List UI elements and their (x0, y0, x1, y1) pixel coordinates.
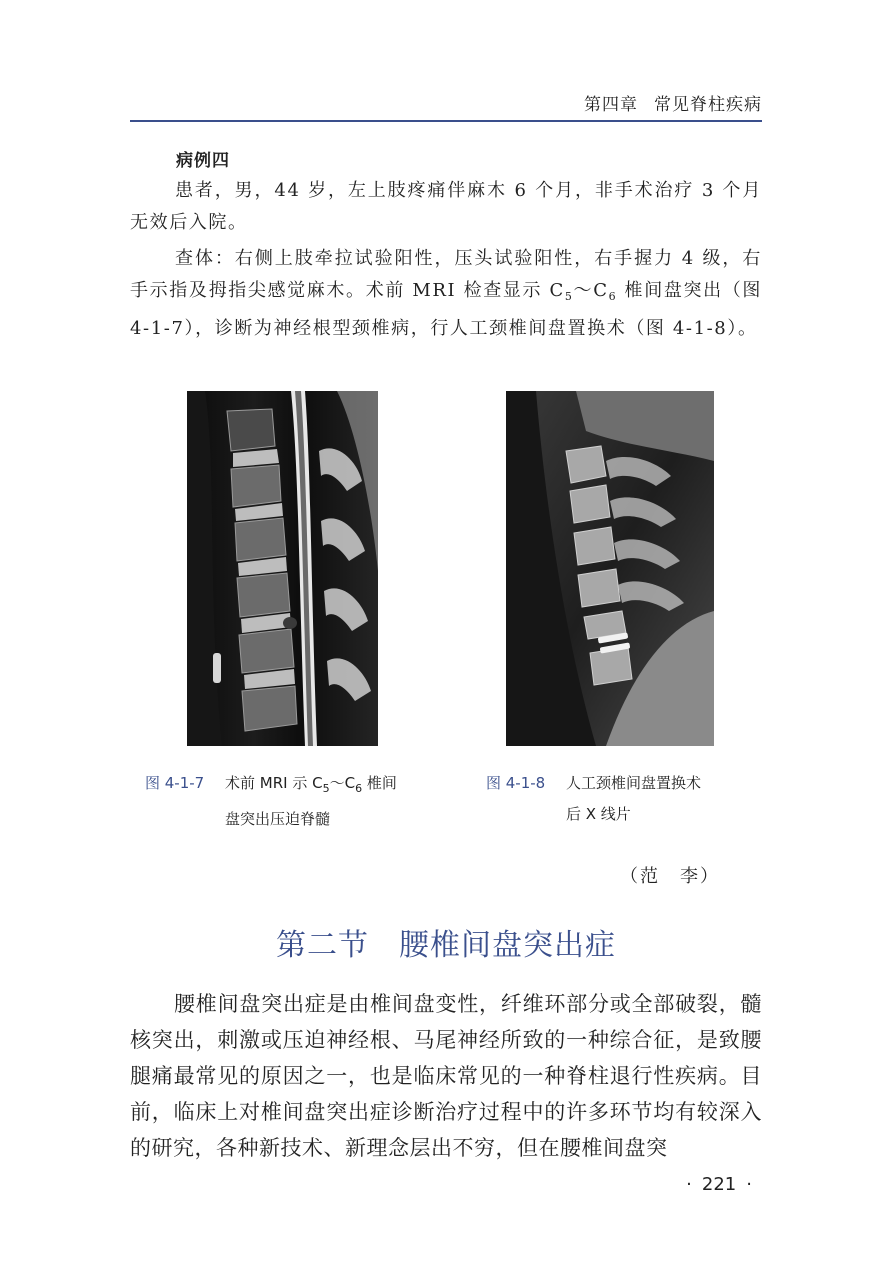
section-heading (130, 920, 762, 964)
chapter-number: 第四章 (584, 95, 638, 115)
caption-text-b: ～C (329, 774, 356, 792)
section-title: 腰椎间盘突出症 (399, 928, 616, 963)
xray-illustration (506, 391, 714, 746)
page-number-value: 221 (701, 1174, 737, 1195)
caption-line-2: 后 X 线片 (566, 805, 631, 823)
case-exam-paragraph (130, 243, 762, 345)
case-history-paragraph: 患者，男，44 岁，左上肢疼痛伴麻木 6 个月，非手术治疗 3 个月无效后入院。 (130, 180, 762, 233)
header-rule (130, 120, 762, 122)
caption-sub-1: 5 (322, 782, 330, 795)
mri-image (187, 391, 378, 746)
chapter-title: 常见脊柱疾病 (654, 95, 762, 115)
figure-number: 图 4-1-8 (486, 774, 546, 792)
caption-line-1: 人工颈椎间盘置换术 (566, 774, 702, 792)
exam-text-a: 查体：右侧上肢牵拉试验阳性，压头试验阳性，右手握力 4 级，右手示指及拇指尖感觉麻木。术前 MRI 检查显示 C (130, 248, 762, 301)
caption-sub-2: 6 (355, 782, 363, 795)
figure-number: 图 4-1-7 (145, 774, 205, 792)
section-number: 第二节 (276, 928, 369, 963)
caption-text-c: 椎间 (362, 774, 397, 792)
case-title: 病例四 (176, 151, 230, 171)
caption-text-a: 术前 MRI 示 C (225, 774, 323, 792)
running-header (130, 90, 762, 115)
exam-text-c: 椎间盘突出（图 4-1-7），诊断为神经根型颈椎病，行人工颈椎间盘置换术（图 4-1-8）。 (130, 280, 762, 339)
author-attribution: （范 李） (620, 866, 720, 887)
xray-image (506, 391, 714, 746)
figure-caption-4-1-7 (145, 768, 397, 835)
section-body-paragraph: 腰椎间盘突出症是由椎间盘变性，纤维环部分或全部破裂，髓核突出，刺激或压迫神经根、马尾神经所致的一种综合征，是致腰腿痛最常见的原因之一，也是临床常见的一种脊柱退行性疾病。目前，临床上对椎间盘突出症诊断治疗过程中的许多环节均有较深入的研究，各种新技术、新理念层出不穷，但在腰椎间盘突 (130, 992, 762, 1160)
figure-caption-4-1-8 (486, 768, 701, 830)
exam-text-b: ～C (573, 280, 609, 301)
exam-sub-2: 6 (608, 290, 618, 303)
page-number: · 221 · (686, 1174, 752, 1195)
caption-line-2: 盘突出压迫脊髓 (225, 810, 331, 828)
exam-sub-1: 5 (564, 290, 574, 303)
mri-illustration (187, 391, 378, 746)
